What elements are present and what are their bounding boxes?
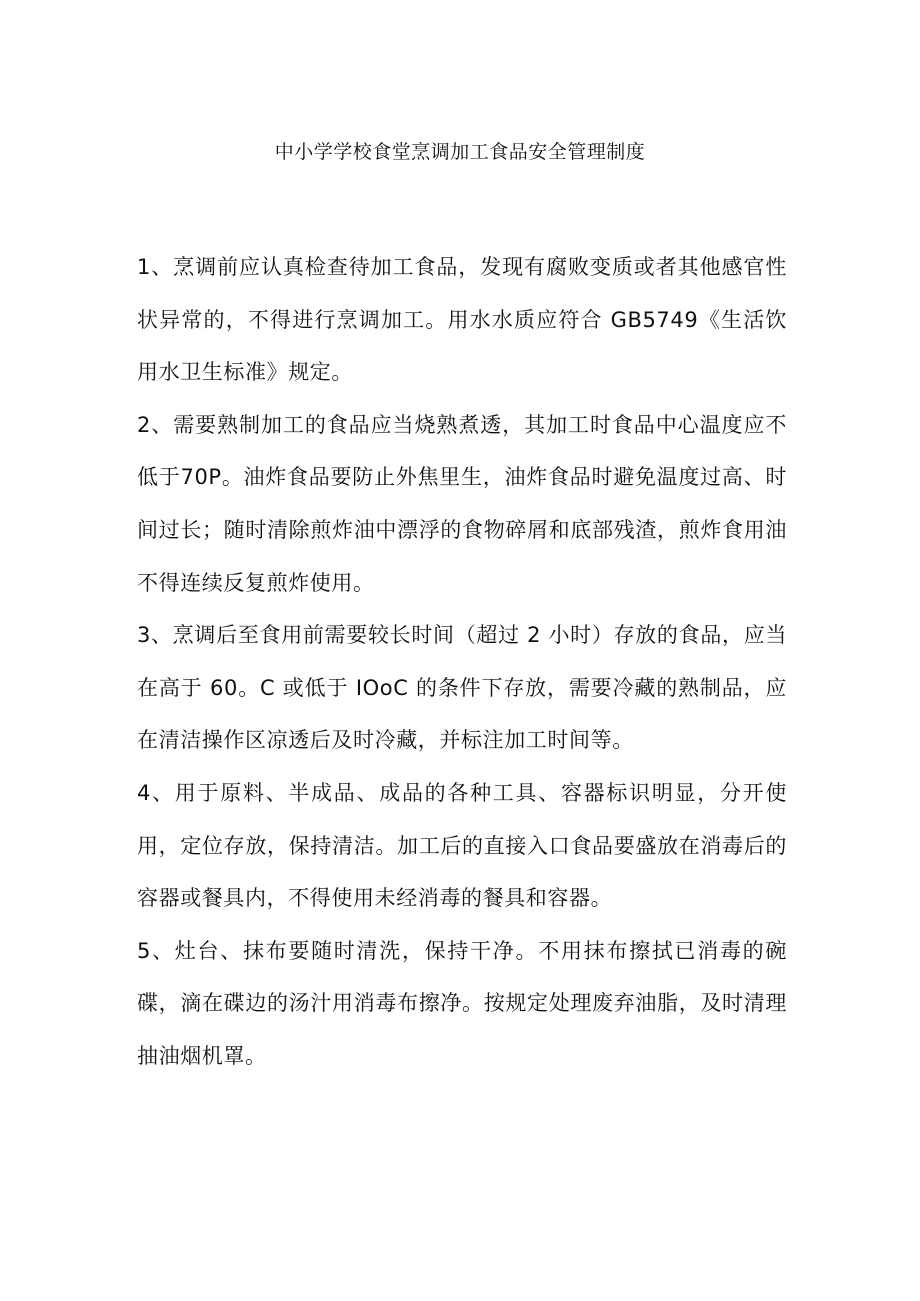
document-title: 中小学学校食堂烹调加工食品安全管理制度 bbox=[274, 141, 646, 163]
paragraph-5: 5、灶台、抹布要随时清洗，保持干净。不用抹布擦拭已消毒的碗碟，滴在碟边的汤汁用消毒布擦净。按规定处理废弃油脂，及时清理抽油烟机罩。 bbox=[137, 938, 787, 1068]
document-body bbox=[137, 241, 787, 1083]
paragraph-4: 4、用于原料、半成品、成品的各种工具、容器标识明显，分开使用，定位存放，保持清洁。加工后的直接入口食品要盛放在消毒后的容器或餐具内，不得使用未经消毒的餐具和容器。 bbox=[137, 780, 787, 911]
paragraph-2: 2、需要熟制加工的食品应当烧熟煮透，其加工时食品中心温度应不低于70P。油炸食品要防止外焦里生，油炸食品时避免温度过高、时间过长；随时清除煎炸油中漂浮的食物碎屑和底部残渣，煎炸食用油不得连续反复煎炸使用。 bbox=[137, 412, 787, 595]
paragraph-3: 3、烹调后至食用前需要较长时间（超过 2 小时）存放的食品，应当在高于 60。C 或低于 IOoC 的条件下存放，需要冷藏的熟制品，应在清洁操作区凉透后及时冷藏，并标注加工时间等。 bbox=[137, 623, 787, 753]
paragraph-1: 1、烹调前应认真检查待加工食品，发现有腐败变质或者其他感官性状异常的，不得进行烹调加工。用水水质应符合 GB5749《生活饮用水卫生标准》规定。 bbox=[137, 255, 787, 385]
